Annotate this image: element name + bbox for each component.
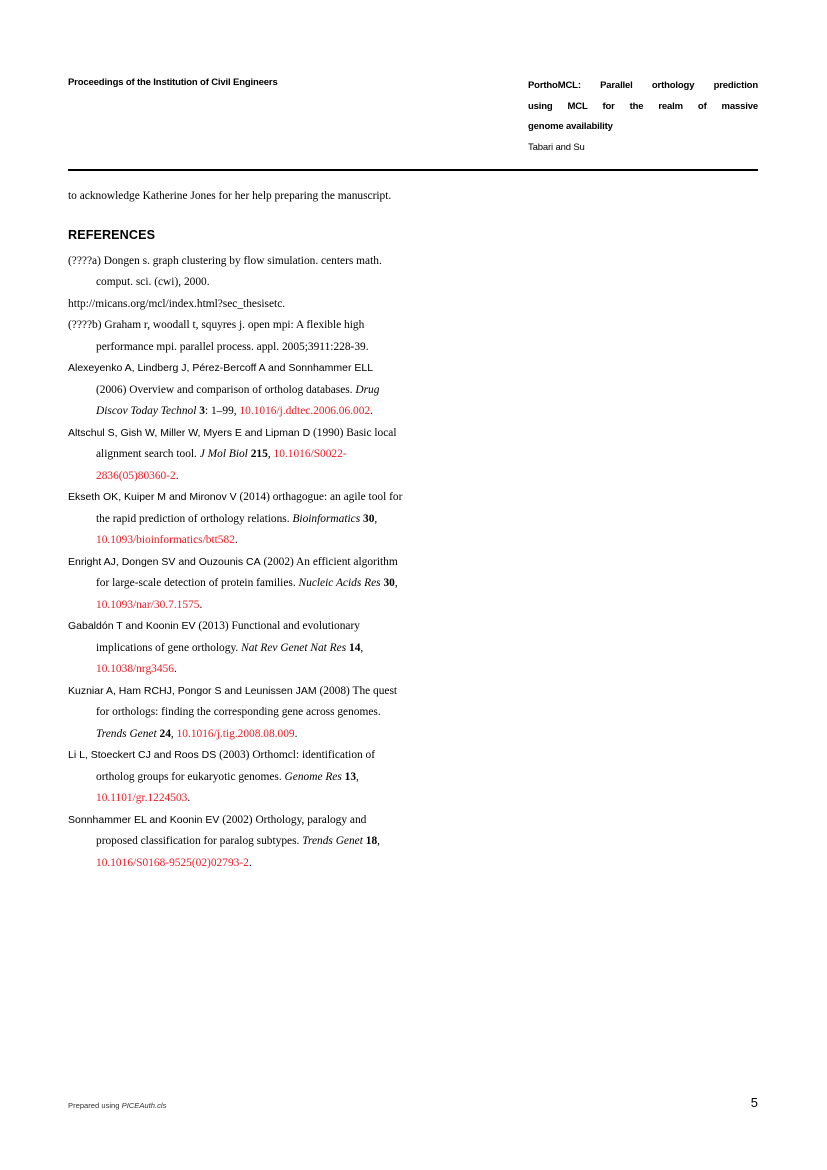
reference-volume: 13 xyxy=(344,770,357,783)
reference-journal: Trends Genet xyxy=(302,835,363,847)
running-head-article xyxy=(528,76,758,158)
reference-authors: Ekseth OK, Kuiper M and Mironov V xyxy=(68,491,237,503)
reference-item xyxy=(68,745,404,810)
reference-text: (2008) The quest for orthologs: finding the corresponding gene across genomes. xyxy=(96,684,398,718)
header-divider xyxy=(68,169,758,171)
reference-tail: . xyxy=(294,727,298,740)
reference-text: (2014) orthagogue: an agile tool for the rapid prediction of orthology relations. xyxy=(96,491,403,525)
reference-authors: Li L, Stoeckert CJ and Roos DS xyxy=(68,749,217,761)
reference-doi[interactable]: 10.1093/nar/30.7.1575 xyxy=(96,598,200,611)
reference-pages: : 1–99, xyxy=(204,405,240,417)
reference-authors: Gabaldón T and Koonin EV xyxy=(68,620,196,632)
reference-pages: , xyxy=(170,727,177,740)
reference-authors: Enright AJ, Dongen SV and Ouzounis CA xyxy=(68,555,261,568)
reference-volume: 18 xyxy=(365,835,378,847)
footer-prepared-prefix: Prepared using xyxy=(68,1101,122,1110)
reference-text: Graham r, woodall t, squyres j. open mpi: A flexible high performance mpi. parallel process. appl. 2005;3911:228-39. xyxy=(96,319,369,353)
reference-item xyxy=(68,616,404,681)
reference-doi[interactable]: 10.1016/j.ddtec.2006.06.002 xyxy=(239,405,371,417)
reference-url-text: http://micans.org/mcl/index.html?sec_thesisetc. xyxy=(68,297,286,310)
reference-tail: . xyxy=(199,598,203,611)
reference-pages: , xyxy=(377,835,380,847)
reference-journal: Bioinformatics xyxy=(292,512,361,525)
footer-note xyxy=(68,1101,166,1110)
footer-class-file: PICEAuth.cls xyxy=(121,1101,167,1110)
reference-item xyxy=(68,681,404,746)
reference-item xyxy=(68,315,404,358)
reference-text: (2006) Overview and comparison of ortholog databases. xyxy=(96,383,356,396)
reference-tail: . xyxy=(370,405,373,417)
reference-doi[interactable]: 10.1101/gr.1224503 xyxy=(96,792,188,804)
reference-authors: Sonnhammer EL and Koonin EV xyxy=(68,813,220,826)
reference-journal: Genome Res xyxy=(284,770,342,783)
reference-journal: Drug Discov Today Technol xyxy=(96,383,380,417)
reference-tail: . xyxy=(175,469,179,482)
reference-journal: Nat Rev Genet Nat Res xyxy=(241,641,347,654)
reference-tail: . xyxy=(173,663,177,675)
running-head xyxy=(68,76,758,158)
reference-doi[interactable]: 10.1016/S0022-2836(05)80360-2 xyxy=(96,448,347,482)
reference-url xyxy=(68,294,404,316)
reference-item xyxy=(68,423,404,488)
reference-text: (2002) An efficient algorithm for large-scale detection of protein families. xyxy=(96,555,398,589)
reference-journal: J Mol Biol xyxy=(199,448,248,460)
reference-volume: 215 xyxy=(250,448,268,460)
reference-label: (????b) xyxy=(68,319,102,331)
reference-pages: , xyxy=(374,512,378,525)
reference-text: (2013) Functional and evolutionary implications of gene orthology. xyxy=(96,620,360,654)
reference-tail: . xyxy=(187,792,191,804)
running-head-journal: Proceedings of the Institution of Civil Engineers xyxy=(68,77,278,88)
reference-pages: , xyxy=(394,577,398,589)
reference-doi[interactable]: 10.1038/nrg3456 xyxy=(96,663,174,675)
reference-text: (1990) Basic local alignment search tool. xyxy=(96,426,397,460)
reference-text: (2003) Orthomcl: identification of ortholog groups for eukaryotic genomes. xyxy=(96,749,376,783)
reference-authors: Altschul S, Gish W, Miller W, Myers E and Lipman D xyxy=(68,426,311,439)
running-head-authors: Tabari and Su xyxy=(528,141,585,153)
running-head-title-line-3: genome availability xyxy=(528,121,613,132)
reference-item xyxy=(68,251,404,294)
body-column xyxy=(68,186,404,874)
reference-item xyxy=(68,358,404,423)
reference-volume: 3 xyxy=(199,405,205,417)
reference-doi[interactable]: 10.1016/S0168-9525(02)02793-2 xyxy=(96,856,249,869)
reference-doi[interactable]: 10.1093/bioinformatics/btt582 xyxy=(96,534,235,546)
reference-tail: . xyxy=(234,534,238,546)
page-number: 5 xyxy=(750,1095,758,1110)
reference-pages: , xyxy=(360,641,364,654)
running-head-title-line-1: PorthoMCL: Parallel orthology prediction xyxy=(528,80,758,91)
reference-pages: , xyxy=(267,448,274,460)
reference-pages: , xyxy=(356,770,359,783)
reference-text: (2002) Orthology, paralogy and proposed classification for paralog subtypes. xyxy=(96,813,367,847)
reference-item xyxy=(68,810,404,875)
reference-journal: Trends Genet xyxy=(96,727,157,740)
references-heading: REFERENCES xyxy=(68,227,156,242)
reference-journal: Nucleic Acids Res xyxy=(298,577,381,589)
reference-text: Dongen s. graph clustering by flow simulation. centers math. comput. sci. (cwi), 2000. xyxy=(96,254,382,288)
reference-item xyxy=(68,487,404,552)
reference-authors: Kuzniar A, Ham RCHJ, Pongor S and Leunissen JAM xyxy=(68,684,317,697)
reference-volume: 30 xyxy=(363,512,375,525)
reference-volume: 24 xyxy=(159,727,171,740)
reference-item xyxy=(68,552,404,617)
acknowledgement-paragraph: to acknowledge Katherine Jones for her help preparing the manuscript. xyxy=(68,190,392,202)
running-head-title-line-2: using MCL for the realm of massive xyxy=(528,100,758,112)
reference-authors: Alexeyenko A, Lindberg J, Pérez-Bercoff A and Sonnhammer ELL xyxy=(68,362,374,374)
reference-doi[interactable]: 10.1016/j.tig.2008.08.009 xyxy=(176,727,295,740)
reference-volume: 14 xyxy=(349,641,361,654)
reference-volume: 30 xyxy=(383,577,395,589)
reference-tail: . xyxy=(248,856,252,869)
running-head-title xyxy=(528,76,758,138)
reference-label: (????a) xyxy=(68,254,101,267)
